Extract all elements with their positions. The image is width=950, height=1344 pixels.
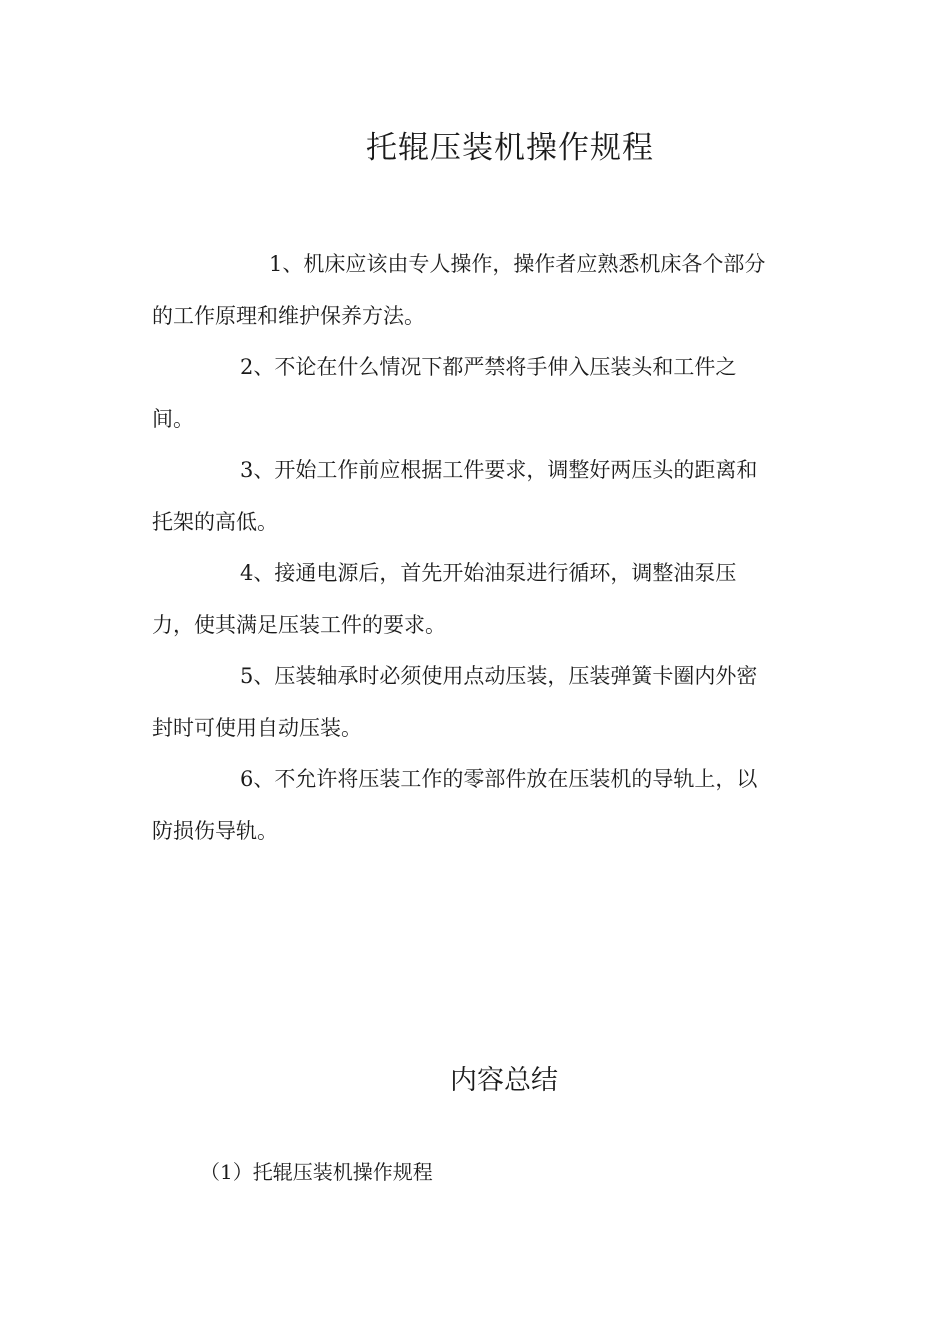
- rule-2-line-2: 间。: [152, 407, 194, 431]
- rule-paragraph-5: [152, 650, 802, 754]
- rule-4-line-1: 4、接通电源后，首先开始油泵进行循环，调整油泵压: [240, 561, 737, 585]
- rule-paragraph-6: [152, 753, 802, 857]
- rule-3-line-2: 托架的高低。: [152, 510, 278, 534]
- rule-3-line-1: 3、开始工作前应根据工件要求，调整好两压头的距离和: [240, 458, 758, 482]
- rule-5-line-2: 封时可使用自动压装。: [152, 716, 362, 740]
- rule-5-line-1: 5、压装轴承时必须使用点动压装，压装弹簧卡圈内外密: [240, 664, 758, 688]
- rule-4-line-2: 力，使其满足压装工件的要求。: [152, 613, 446, 637]
- rule-1-line-1: 1、机床应该由专人操作，操作者应熟悉机床各个部分: [269, 252, 766, 276]
- rule-2-line-1: 2、不论在什么情况下都严禁将手伸入压装头和工件之: [240, 355, 737, 379]
- rule-paragraph-3: [152, 444, 802, 548]
- summary-title: 内容总结: [450, 1065, 558, 1096]
- rule-1-line-2: 的工作原理和维护保养方法。: [152, 304, 425, 328]
- rule-6-line-2: 防损伤导轨。: [152, 819, 278, 843]
- rule-paragraph-4: [152, 547, 802, 651]
- rule-paragraph-2: [152, 341, 802, 445]
- document-title: 托辊压装机操作规程: [366, 130, 654, 166]
- rule-paragraph-1: [152, 238, 802, 342]
- rule-6-line-1: 6、不允许将压装工作的零部件放在压装机的导轨上，以: [240, 767, 758, 791]
- summary-item: （1）托辊压装机操作规程: [200, 1160, 433, 1184]
